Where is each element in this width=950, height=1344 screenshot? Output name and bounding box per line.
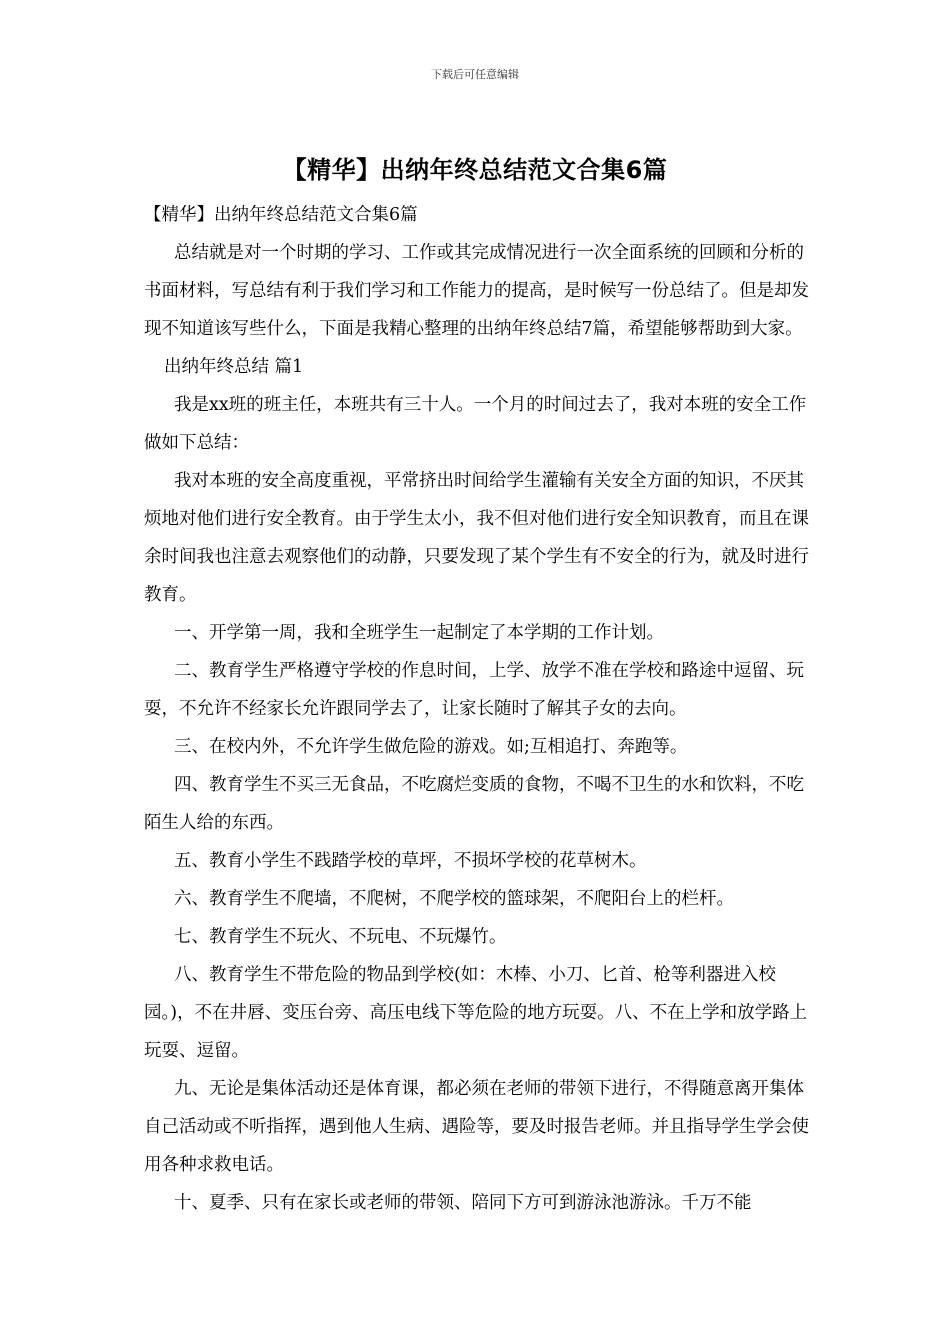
document-subtitle: 【精华】出纳年终总结范文合集6篇 xyxy=(144,205,418,225)
list-item: 四、教育学生不买三无食品，不吃腐烂变质的食物，不喝不卫生的水和饮料，不吃陌生人给的东西。 xyxy=(144,775,804,833)
section-heading: 出纳年终总结 篇1 xyxy=(164,357,304,377)
body-paragraph: 我对本班的安全高度重视，平常挤出时间给学生灌输有关安全方面的知识，不厌其烦地对他们进行安全教育。由于学生太小，我不但对他们进行安全知识教育，而且在课余时间我也注意去观察他们的动静，只要发现了某个学生有不安全的行为，就及时进行教育。 xyxy=(144,471,809,605)
header-note: 下载后可任意编辑 xyxy=(431,68,519,81)
intro-paragraph: 总结就是对一个时期的学习、工作或其完成情况进行一次全面系统的回顾和分析的书面材料，写总结有利于我们学习和工作能力的提高，是时候写一份总结了。但是却发现不知道该写些什么，下面是我精心整理的出纳年终总结7篇，希望能够帮助到大家。 xyxy=(144,243,809,339)
list-item: 十、夏季、只有在家长或老师的带领、陪同下方可到游泳池游泳。千万不能 xyxy=(174,1193,752,1213)
document-body xyxy=(144,196,812,1222)
document-title: 【精华】出纳年终总结范文合集6篇 xyxy=(282,156,668,184)
list-item: 一、开学第一周，我和全班学生一起制定了本学期的工作计划。 xyxy=(174,623,664,643)
list-item: 八、教育学生不带危险的物品到学校(如：木棒、小刀、匕首、枪等利器进入校园。)，不在井唇、变压台旁、高压电线下等危险的地方玩耍。八、不在上学和放学路上玩耍、逗留。 xyxy=(144,965,808,1061)
list-item: 三、在校内外，不允许学生做危险的游戏。如;互相追打、奔跑等。 xyxy=(174,737,688,757)
list-item: 七、教育学生不玩火、不玩电、不玩爆竹。 xyxy=(174,927,507,947)
list-item: 六、教育学生不爬墙，不爬树，不爬学校的篮球架，不爬阳台上的栏杆。 xyxy=(174,889,734,909)
body-paragraph: 我是xx班的班主任，本班共有三十人。一个月的时间过去了，我对本班的安全工作做如下总结： xyxy=(144,395,807,453)
list-item: 九、无论是集体活动还是体育课，都必须在老师的带领下进行，不得随意离开集体自己活动或不听指挥，遇到他人生病、遇险等，要及时报告老师。并且指导学生学会使用各种求救电话。 xyxy=(144,1079,809,1175)
list-item: 五、教育小学生不践踏学校的草坪，不损坏学校的花草树木。 xyxy=(174,851,647,871)
list-item: 二、教育学生严格遵守学校的作息时间，上学、放学不准在学校和路途中逗留、玩耍，不允许不经家长允许跟同学去了，让家长随时了解其子女的去向。 xyxy=(144,661,804,719)
